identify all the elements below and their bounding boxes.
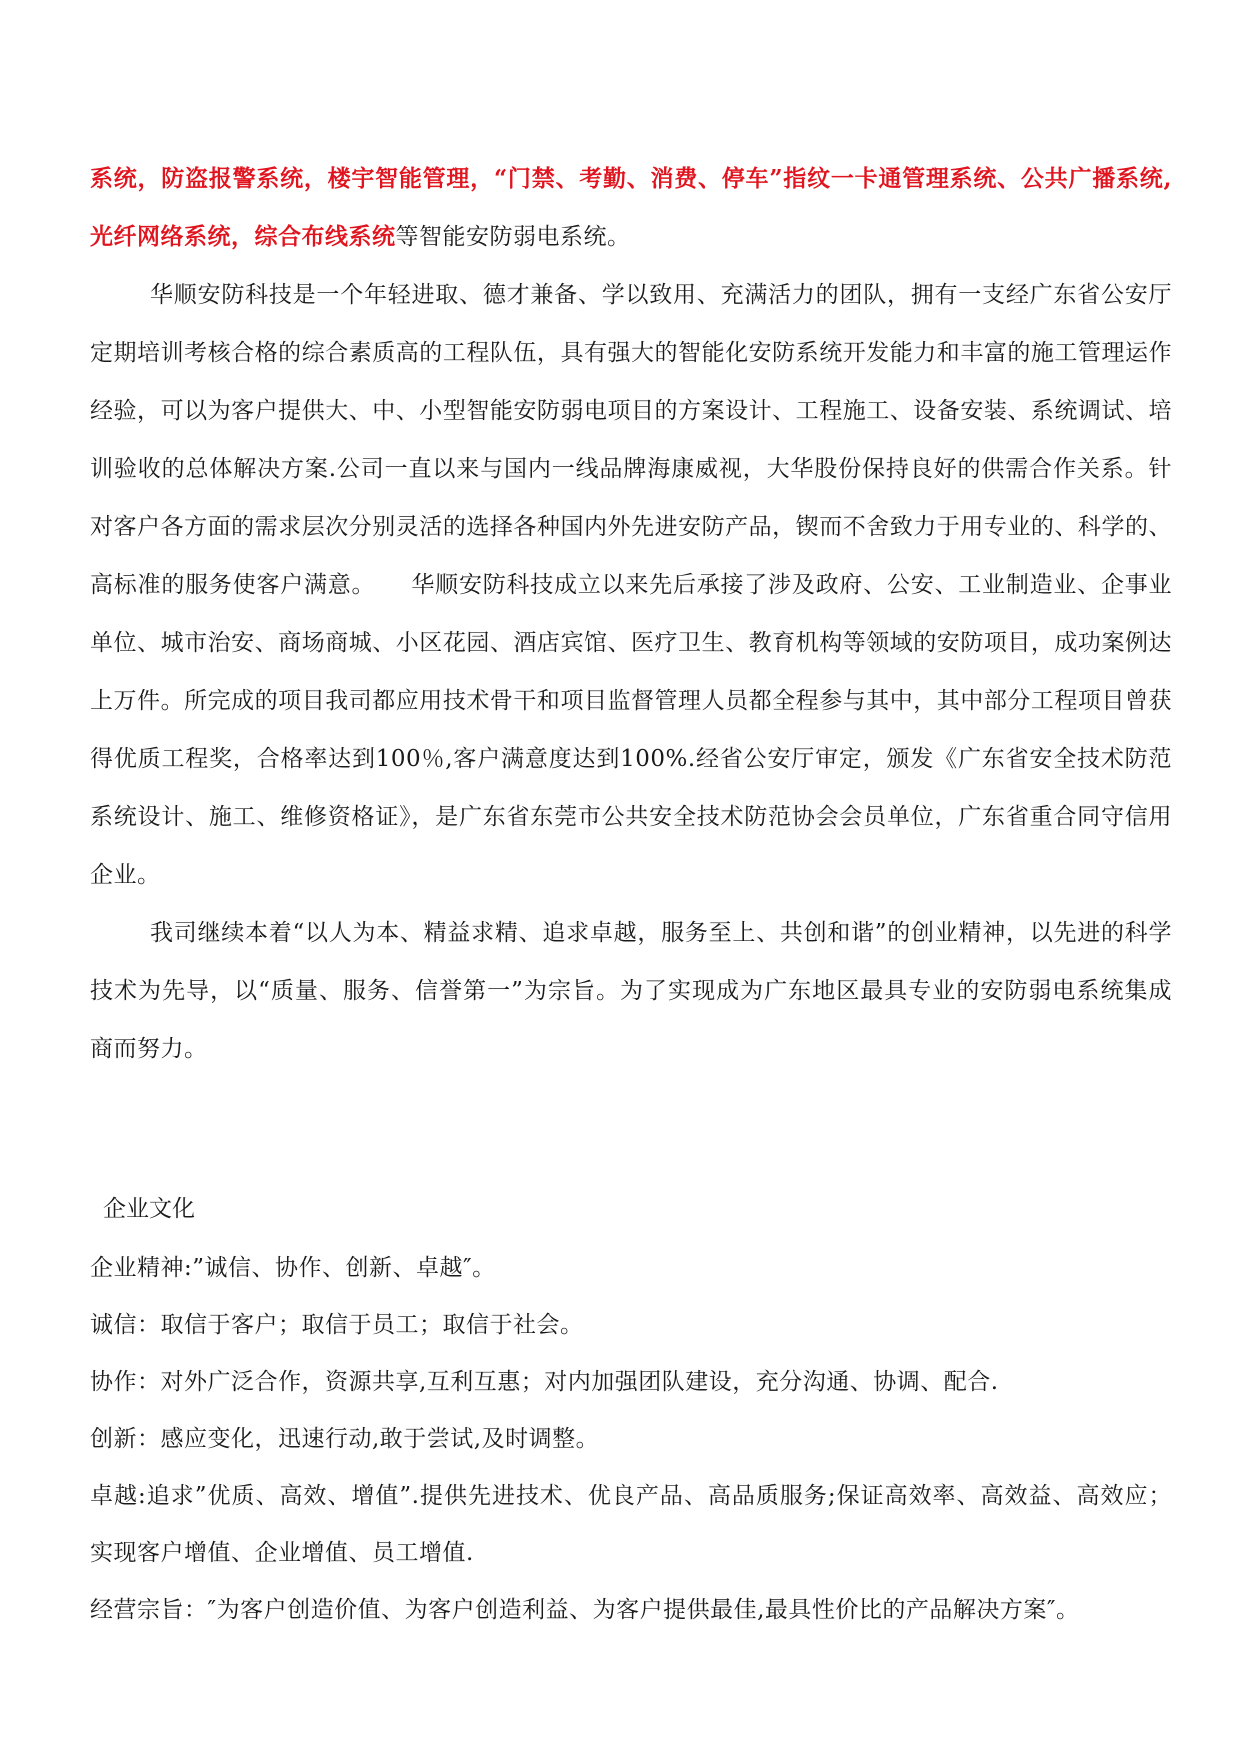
intro-tail-text: 等智能安防弱电系统。 (395, 224, 631, 250)
culture-item-spirit: 企业精神:”诚信、协作、创新、卓越″。 (90, 1255, 496, 1281)
culture-heading: 企业文化 (103, 1196, 195, 1222)
document-body (90, 150, 1172, 1078)
highlighted-systems-text: 系统，防盗报警系统，楼宇智能管理，“门禁、考勤、消费、停车”指纹一卡通管理系统、公共广播系统,光纤网络系统，综合布线系统 (90, 165, 1172, 250)
team-paragraph: 华顺安防科技是一个年轻进取、德才兼备、学以致用、充满活力的团队，拥有一支经广东省公安厅定期培训考核合格的综合素质高的工程队伍，具有强大的智能化安防系统开发能力和丰富的施工管理运作经验，可以为客户提供大、中、小型智能安防弱电项目的方案设计、工程施工、设备安装、系统调试、培训验收的总体解决方案.公司一直以来与国内一线品牌海康威视，大华股份保持良好的供需合作关系。针对客户各方面的需求层次分别灵活的选择各种国内外先进安防产品，锲而不舍致力于用专业的、科学的、高标准的服务使客户满意。 华顺安防科技成立以来先后承接了涉及政府、公安、工业制造业、企事业单位、城市治安、商场商城、小区花园、酒店宾馆、医疗卫生、教育机构等领域的安防项目，成功案例达上万件。所完成的项目我司都应用技术骨干和项目监督管理人员都全程参与其中，其中部分工程项目曾获得优质工程奖，合格率达到100％,客户满意度达到100%.经省公安厅审定，颁发《广东省安全技术防范系统设计、施工、维修资格证》，是广东省东莞市公共安全技术防范协会会员单位，广东省重合同守信用企业。 (90, 282, 1172, 888)
culture-item-purpose: 经营宗旨：″为客户创造价值、为客户创造利益、为客户提供最佳,最具性价比的产品解决方案″。 (90, 1597, 1080, 1623)
culture-list (90, 1240, 1172, 1639)
culture-item-integrity: 诚信：取信于客户；取信于员工；取信于社会。 (90, 1312, 584, 1338)
culture-item-excellence: 卓越:追求”优质、高效、增值”.提供先进技术、优良产品、高品质服务;保证高效率、高效益、高效应；实现客户增值、企业增值、员工增值. (90, 1483, 1172, 1566)
culture-item-cooperation: 协作：对外广泛合作，资源共享,互利互惠；对内加强团队建设，充分沟通、协调、配合. (90, 1369, 999, 1395)
culture-item-innovation: 创新：感应变化，迅速行动,敢于尝试,及时调整。 (90, 1426, 600, 1452)
spirit-paragraph: 我司继续本着“以人为本、精益求精、追求卓越，服务至上、共创和谐”的创业精神，以先进的科学技术为先导，以“质量、服务、信誉第一”为宗旨。为了实现成为广东地区最具专业的安防弱电系统集成商而努力。 (90, 920, 1172, 1062)
intro-paragraph (90, 150, 1172, 266)
